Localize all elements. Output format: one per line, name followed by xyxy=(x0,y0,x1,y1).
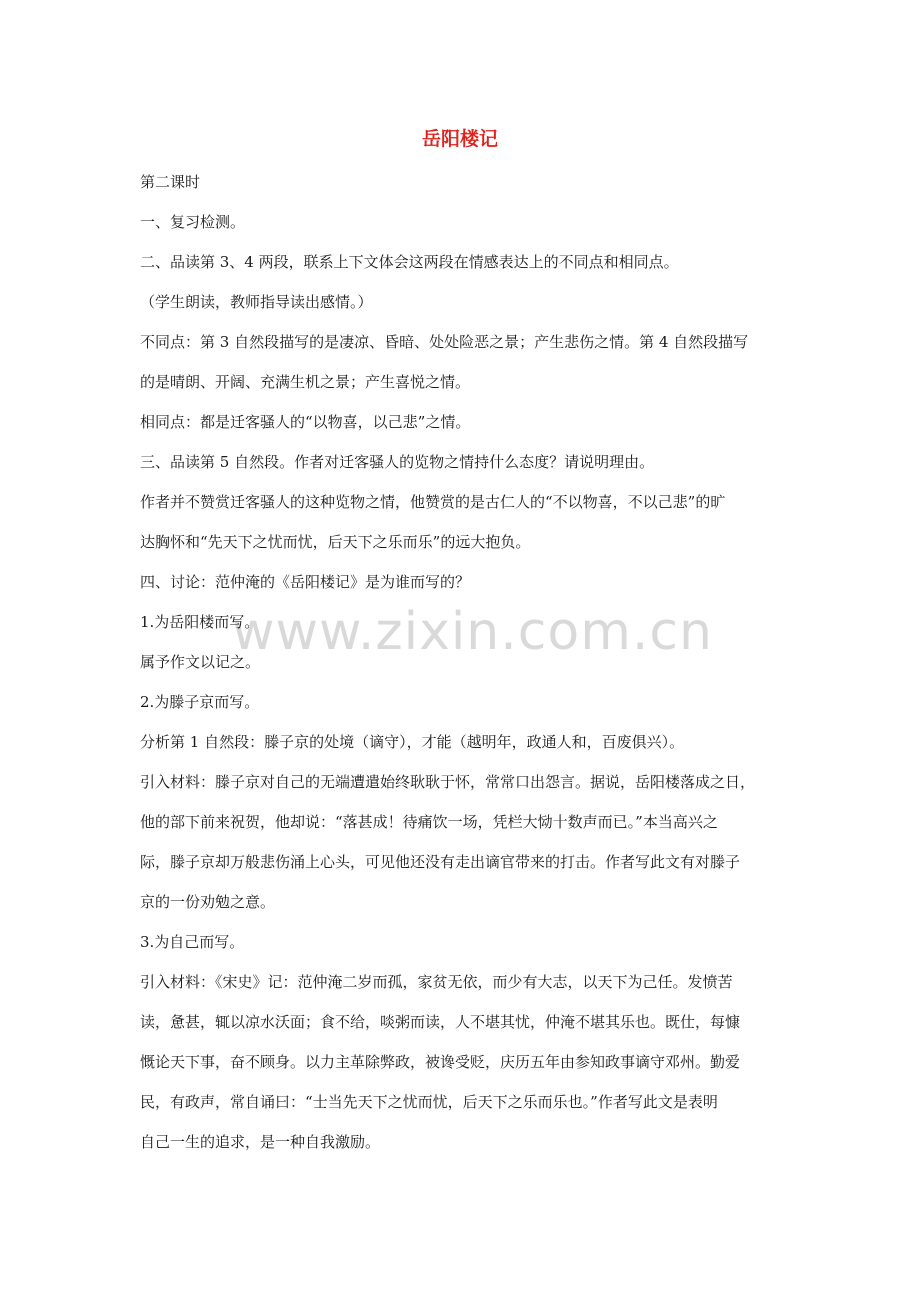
text-line: 二、品读第 3、4 两段，联系上下文体会这两段在情感表达上的不同点和相同点。 xyxy=(140,253,679,271)
text-line: 民，有政声，常自诵曰：“士当先天下之忧而忧，后天下之乐而乐也。”作者写此文是表明 xyxy=(140,1093,718,1111)
text-line: 京的一份劝勉之意。 xyxy=(140,893,276,911)
text-line: 达胸怀和“先天下之忧而忧，后天下之乐而乐”的远大抱负。 xyxy=(140,533,531,551)
text-line: 2.为滕子京而写。 xyxy=(140,693,260,711)
document-title: 岳阳楼记 xyxy=(421,128,498,150)
text-line: 分析第 1 自然段：滕子京的处境（谪守），才能（越明年，政通人和，百废俱兴）。 xyxy=(140,733,685,751)
text-line: （学生朗读，教师指导读出感情。） xyxy=(140,293,373,311)
text-line: 读，惫甚，辄以凉水沃面；食不给，啖粥而读，人不堪其忧，仲淹不堪其乐也。既仕，每慷 xyxy=(140,1013,741,1031)
text-line: 属予作文以记之。 xyxy=(140,653,261,671)
text-line: 1.为岳阳楼而写。 xyxy=(140,613,260,631)
text-line: 四、讨论：范仲淹的《岳阳楼记》是为谁而写的？ xyxy=(140,573,471,591)
text-line: 他的部下前来祝贺，他却说：“落甚成！待痛饮一场，凭栏大恸十数声而已。”本当高兴之 xyxy=(140,813,718,831)
watermark: www.zixin.com.cn xyxy=(232,602,713,662)
text-line: 引入材料：滕子京对自己的无端遭遣始终耿耿于怀，常常口出怨言。据说，岳阳楼落成之日， xyxy=(140,773,756,791)
text-line: 三、品读第 5 自然段。作者对迁客骚人的览物之情持什么态度？请说明理由。 xyxy=(140,453,655,471)
text-line: 相同点：都是迁客骚人的“以物喜，以己悲”之情。 xyxy=(140,413,471,431)
text-line: 际，滕子京却万般悲伤涌上心头，可见他还没有走出谪官带来的打击。作者写此文有对滕子 xyxy=(140,853,741,871)
text-line: 慨论天下事，奋不顾身。以力主革除弊政，被谗受贬，庆历五年由参知政事谪守邓州。勤爱 xyxy=(140,1053,741,1071)
text-line: 一、复习检测。 xyxy=(140,213,246,231)
text-line: 自己一生的追求，是一种自我激励。 xyxy=(140,1133,381,1151)
text-line: 引入材料：《宋史》记：范仲淹二岁而孤，家贫无依，而少有大志，以天下为己任。发愤苦 xyxy=(140,973,733,991)
text-line: 作者并不赞赏迁客骚人的这种览物之情，他赞赏的是古仁人的“不以物喜，不以己悲”的旷 xyxy=(140,493,726,511)
text-line: 的是晴朗、开阔、充满生机之景；产生喜悦之情。 xyxy=(140,373,471,391)
text-line: 不同点：第 3 自然段描写的是凄凉、昏暗、处处险恶之景；产生悲伤之情。第 4 自然段描写 xyxy=(140,333,749,351)
text-line: 第二课时 xyxy=(140,173,201,191)
text-line: 3.为自己而写。 xyxy=(140,933,245,951)
